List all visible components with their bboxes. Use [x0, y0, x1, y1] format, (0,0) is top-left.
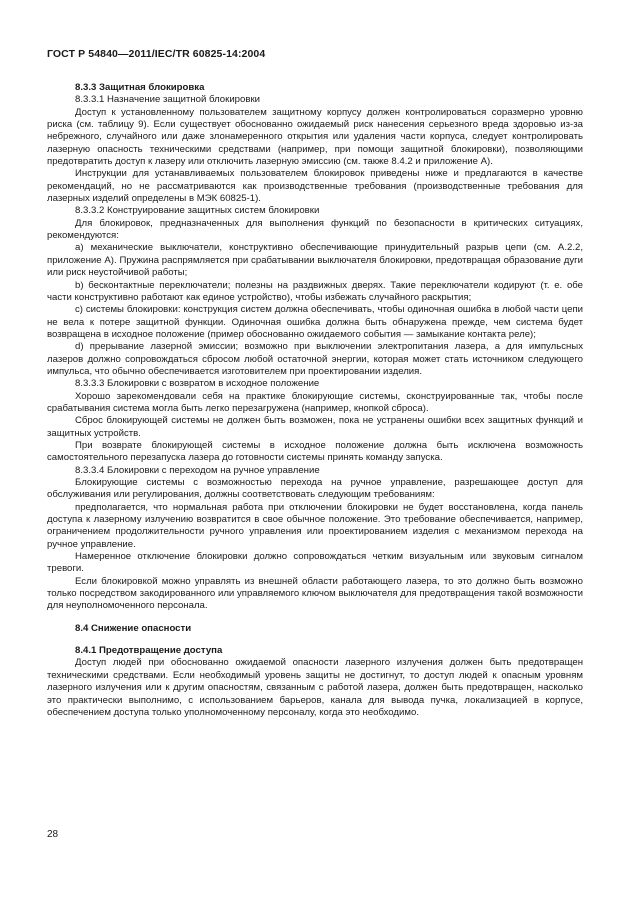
subsection-heading-8-4-1: 8.4.1 Предотвращение доступа — [75, 645, 223, 657]
body-paragraph: Намеренное отключение блокировки должно сопровождаться четким визуальным или звуковым сигналом тревоги. — [47, 551, 583, 575]
subsection-heading-8-3-3-1: 8.3.3.1 Назначение защитной блокировки — [75, 94, 260, 106]
section-heading-8-3-3: 8.3.3 Защитная блокировка — [75, 82, 205, 93]
body-paragraph: Сброс блокирующей системы не должен быть возможен, пока не устранены ошибки всех защитных функций и защитных устройств. — [47, 415, 583, 439]
document-body — [47, 82, 583, 719]
list-item-d: d) прерывание лазерной эмиссии; возможно при выключении электропитания лазера, а для импульсных лазеров должно сопровождаться сбросом любой остаточной энергии, которая может стать источником следующего импульса, что обычно обеспечивается изготовителем при проектировании изделия. — [47, 341, 583, 377]
list-item-a: a) механические выключатели, конструктивно обеспечивающие принудительный разрыв цепи (см. А.2.2, приложение А). Пружина распрямляется при срабатывании выключателя блокировки, предотвращая образование дуги или риск неустойчивой работы; — [47, 242, 583, 279]
body-paragraph: Доступ к установленному пользователем защитному корпусу должен контролироваться соразмерно уровню риска (см. таблицу 9). Если существует обоснованно ожидаемый риск нанесения серьезного вреда здоровью из-за небрежного, случайного или даже злонамеренного открытия или удаления части корпуса, следует контролировать лазерную опасность техническими средствами (например, при помощи защитной блокировки), позволяющими предотвратить доступ к лазеру или отключить лазерную эмиссию (см. также 8.4.2 и приложение А). — [47, 106, 583, 168]
list-item-b: b) бесконтактные переключатели; полезны на раздвижных дверях. Такие переключатели кодируют (т. е. обе части конструктивно работают как единое устройство), чтобы избежать случайного раскрытия; — [47, 279, 583, 303]
body-paragraph: Доступ людей при обоснованно ожидаемой опасности лазерного излучения должен быть предотвращен техническими средствами. Если необходимый уровень защиты не достигнут, то доступ людей к опасным уровням лазерного излучения или к другим опасностям, связанным с работой лазера, должен быть предотвращен, насколько это практически выполнимо, с использованием барьеров, канала для вывода пучка, локализацией в корпусе, обеспечением доступа только уполномоченному персоналу, когда это необходимо. — [47, 657, 583, 718]
list-item-c: c) системы блокировки: конструкция систем должна обеспечивать, чтобы одиночная ошибка в любой части цепи не вела к потере защитной функции. Одиночная ошибка должна быть обнаружена прежде, чем система будет возвращена в исходное положение (пример обоснованно ожидаемого события — замыкание контакта реле); — [47, 304, 583, 340]
body-paragraph: предполагается, что нормальная работа при отключении блокировки не будет восстановлена, когда панель доступа к лазерному излучению возвратится в свое обычное положение. Это требование обеспечивается, например, ограничением продолжительности ручного управления или проектированием изделия с механизмом перехода на ручное управление. — [47, 501, 583, 550]
section-heading-8-4: 8.4 Снижение опасности — [75, 622, 192, 634]
body-paragraph: Хорошо зарекомендовали себя на практике блокирующие системы, сконструированные так, чтобы после срабатывания система могла быть легко перезагружена (например, кнопкой сброса). — [47, 390, 583, 414]
body-paragraph: Если блокировкой можно управлять из внешней области работающего лазера, то это должно быть возможно только посредством закодированного или управляемого ключом выключателя для предотвращения такой возможности для неуполномоченного персонала. — [47, 575, 583, 612]
body-paragraph: Блокирующие системы с возможностью перехода на ручное управление, разрешающее доступ для обслуживания или регулирования, должны соответствовать следующим требованиям: — [47, 477, 583, 501]
page-number: 28 — [47, 829, 59, 840]
subsection-heading-8-3-3-2: 8.3.3.2 Конструирование защитных систем блокировки — [75, 205, 320, 217]
subsection-heading-8-3-3-4: 8.3.3.4 Блокировки с переходом на ручное управление — [75, 464, 320, 476]
subsection-heading-8-3-3-3: 8.3.3.3 Блокировки с возвратом в исходное положение — [75, 378, 320, 390]
document-header: ГОСТ Р 54840—2011/IEC/TR 60825-14:2004 — [47, 48, 266, 60]
body-paragraph: Инструкции для устанавливаемых пользователем блокировок приведены ниже и предлагаются в качестве рекомендаций, но не рассматриваются как производственные требования (производственные требования для лазерных изделий определены в МЭК 60825-1). — [47, 168, 583, 205]
body-paragraph: При возврате блокирующей системы в исходное положение должна быть исключена возможность самостоятельного перезапуска лазера до готовности системы принять команду запуска. — [47, 439, 583, 464]
body-paragraph: Для блокировок, предназначенных для выполнения функций по безопасности в критических ситуациях, рекомендуются: — [47, 217, 583, 242]
